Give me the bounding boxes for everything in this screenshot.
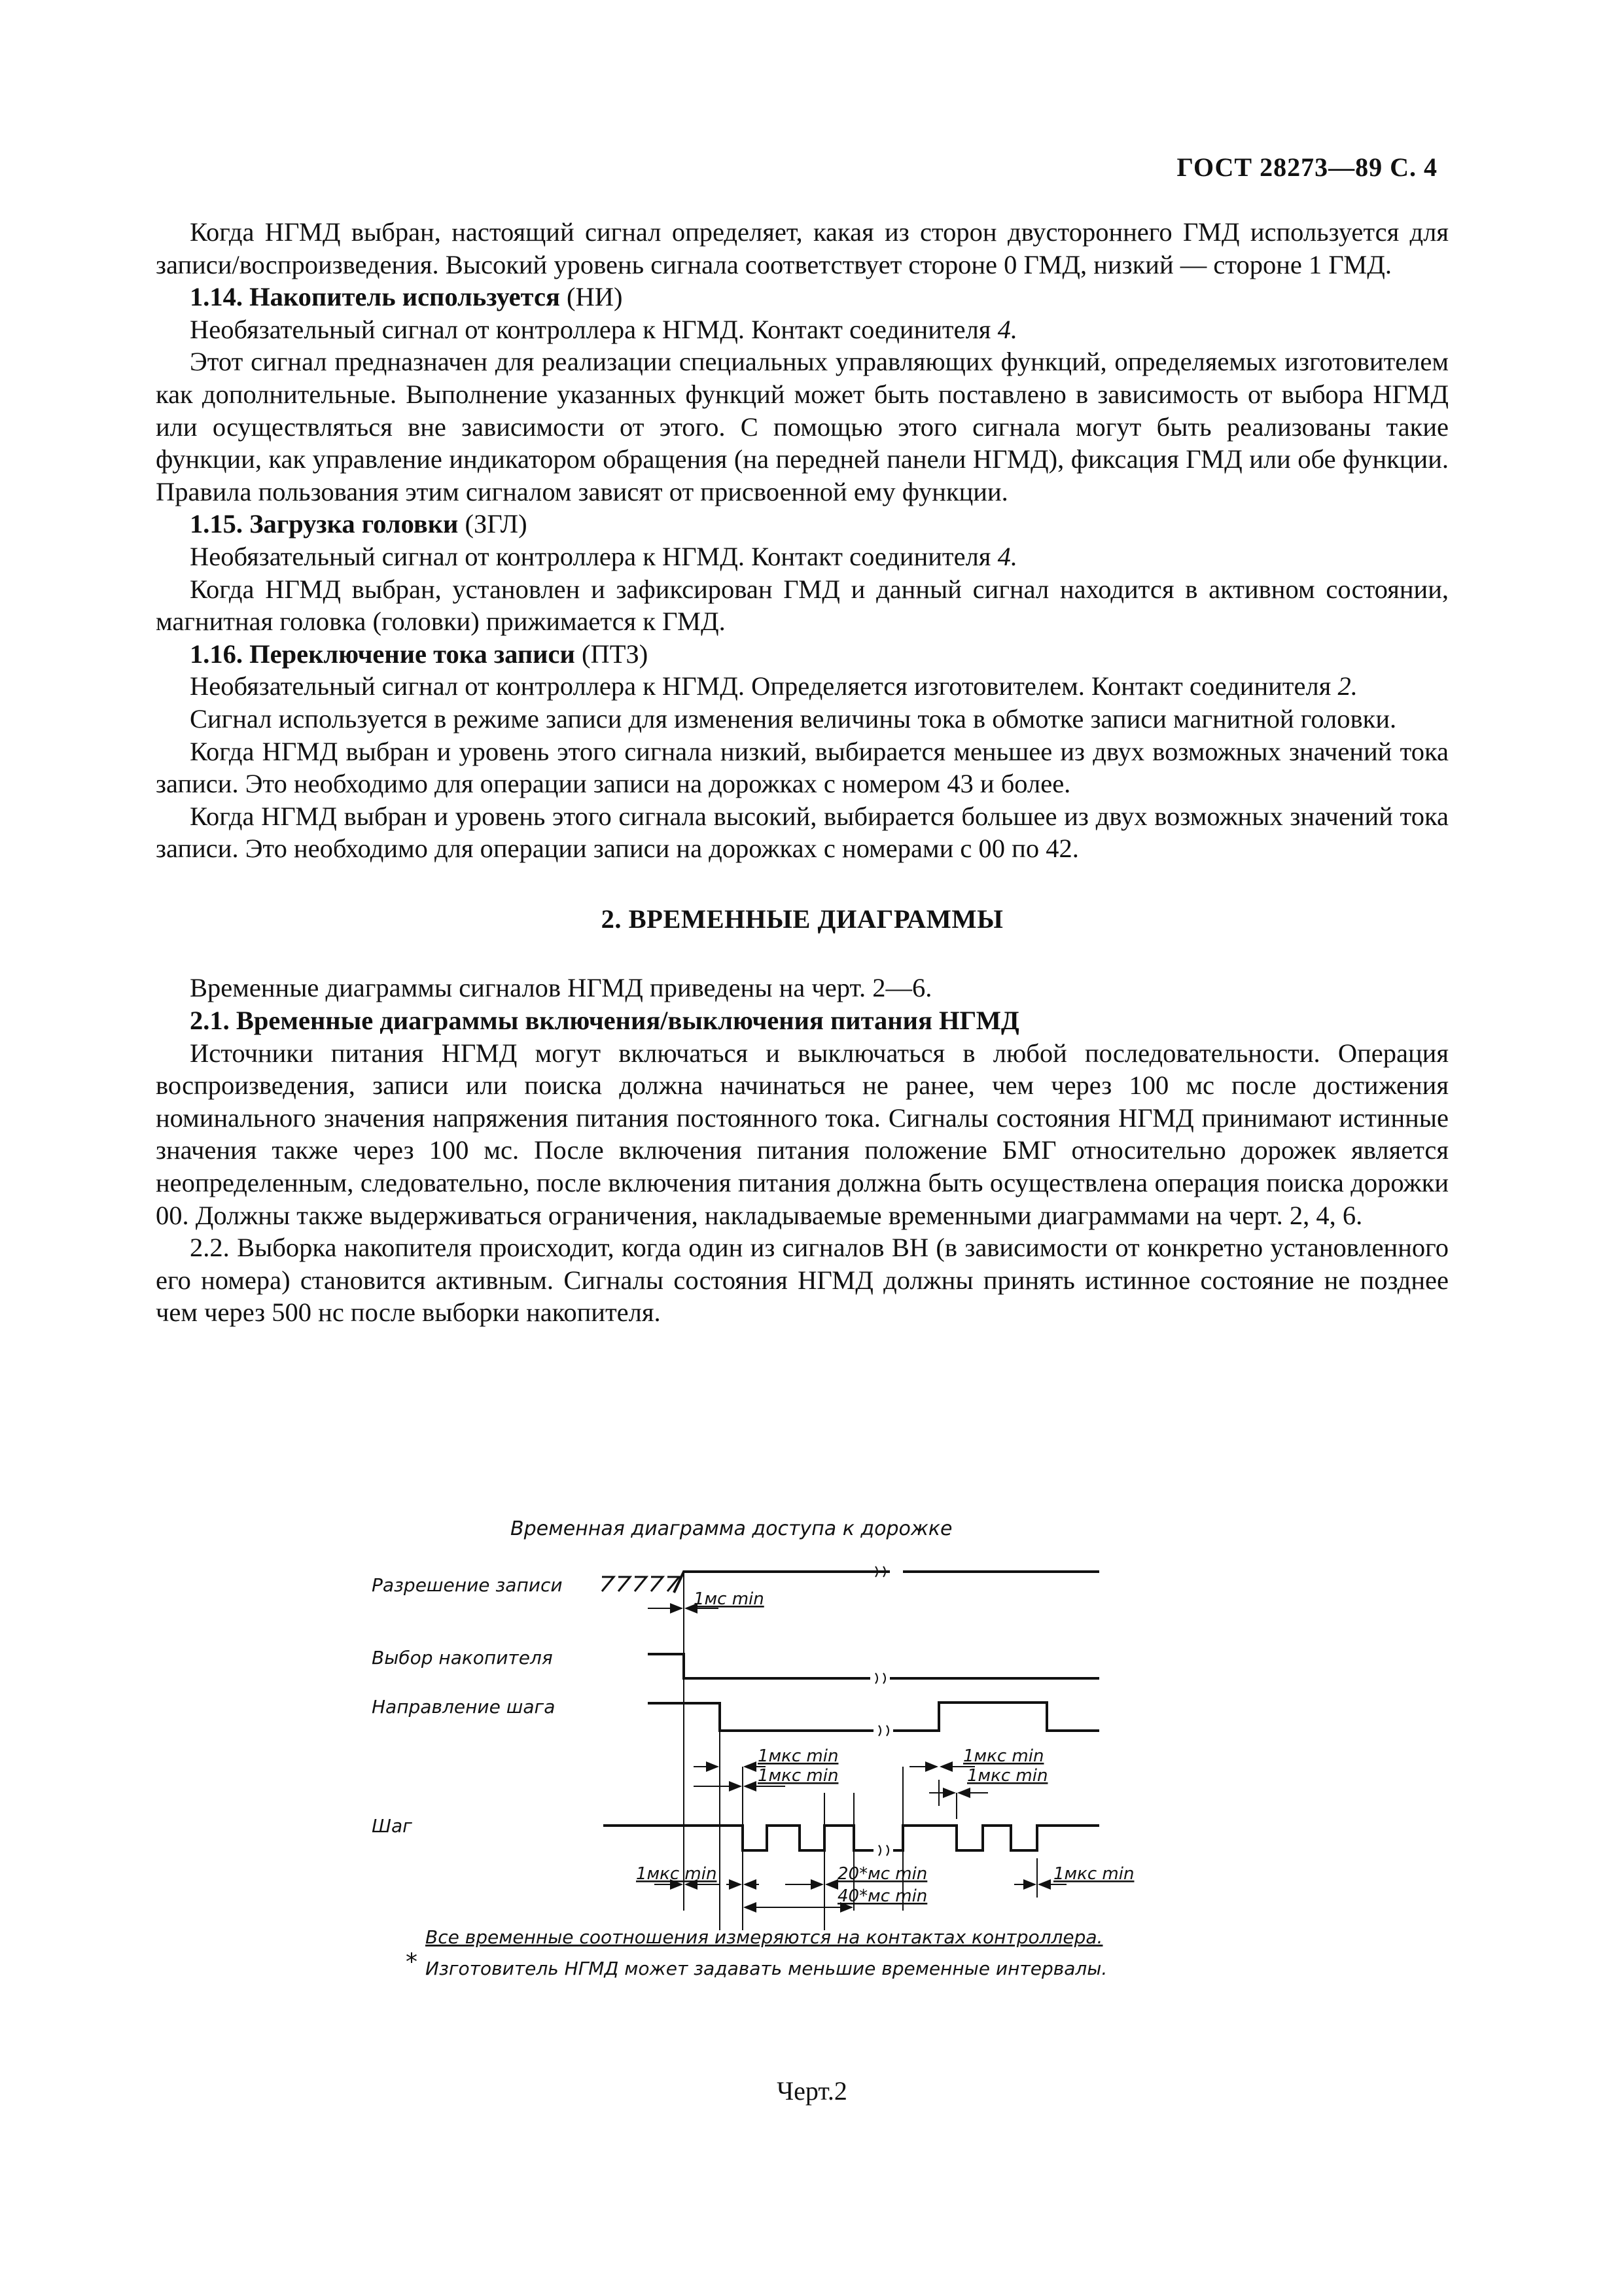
timing-diagram [366,1492,1256,1989]
section-title: 2.1. Временные диаграммы включения/выключения питания НГМД [190,1006,1019,1036]
section-title: Загрузка головки [249,509,459,539]
paragraph-text: Необязательный сигнал от контроллера к НГМД. Контакт соединителя [190,541,991,571]
timing-label: 40*мс min [838,1886,928,1906]
signal-label-drive-select: Выбор накопителя [372,1647,553,1669]
section-number: 1.14. [190,282,243,312]
signal-abbr: (ЗГЛ) [465,509,527,539]
figure-caption: Черт.2 [777,2076,847,2106]
signal-abbr: (НИ) [567,282,623,312]
timing-label: 1мкс min [758,1746,839,1766]
wave-step-direction [648,1703,874,1731]
paragraph: Когда НГМД выбран и уровень этого сигнала высокий, выбирается большее из двух возможных значений тока записи. Это необходимо для операции записи на дорожках с номерами с 00 по 42. [156,801,1449,864]
contact-number: 4. [997,314,1017,344]
diagram-note: Все временные соотношения измеряются на контактах контроллера. [425,1926,1103,1948]
wave-drive-select [648,1654,870,1678]
section-number: 1.15. [190,509,243,539]
timing-label: 1мкс min [1053,1864,1135,1884]
signal-label-step: Шаг [372,1815,412,1837]
paragraph [156,670,1449,703]
paragraph: Временные диаграммы сигналов НГМД приведены на черт. 2—6. [190,973,932,1003]
timing-label-group [636,1589,1134,1906]
hatch-region [602,1577,679,1591]
paragraph [156,540,1449,573]
section-title: Переключение тока записи [249,639,575,669]
diagram-footnote: Изготовитель НГМД может задавать меньшие временные интервалы. [425,1958,1108,1979]
timing-label: 1мкс min [758,1766,839,1786]
page-header: ГОСТ 28273—89 С. 4 [1176,152,1438,182]
body-text [156,216,1449,1329]
signal-waveforms [602,1566,1099,1856]
timing-label: 20*мс min [838,1864,928,1884]
contact-number: 4. [997,541,1017,571]
signal-label-write-enable: Разрешение записи [372,1574,563,1596]
signal-abbr: (ПТЗ) [581,639,648,669]
diagram-title: Временная диаграмма доступа к дорожке [510,1517,953,1540]
paragraph: 2.2. Выборка накопителя происходит, когда один из сигналов ВН (в зависимости от конкретно установленного его номера) становится активным. Сигналы состояния НГМД должны принять истинное состояние не позднее чем через 500 нс после выборки накопителя. [156,1233,1449,1328]
paragraph-text: Необязательный сигнал от контроллера к НГМД. Контакт соединителя [190,314,991,344]
timing-label: 1мс min [694,1589,764,1609]
section-number: 1.16. [190,639,243,669]
contact-number: 2. [1337,671,1358,701]
subsection-heading-1-16 [156,638,1449,671]
paragraph: Когда НГМД выбран, установлен и зафиксирован ГМД и данный сигнал находится в активном состоянии, магнитная головка (головки) прижимается к ГМД. [156,574,1449,637]
signal-label-step-direction: Направление шага [372,1696,556,1718]
paragraph: Этот сигнал предназначен для реализации специальных управляющих функций, определяемых изготовителем как дополнительные. Выполнение указанных функций может быть поставлено в зависимость от выбора НГМД или осуществляться вне зависимости от этого. С помощью этого сигнала могут быть реализованы такие функции, как управление индикатором обращения (на передней панели НГМД), фиксация ГМД или обе функции. Правила пользования этим сигналом зависят от присвоенной ему функции. [156,347,1449,506]
timing-label: 1мкс min [963,1746,1044,1766]
paragraph: Когда НГМД выбран и уровень этого сигнала низкий, выбирается меньшее из двух возможных значений тока записи. Это необходимо для операции записи на дорожках с номером 43 и более. [156,736,1449,799]
footnote-mark: * [406,1949,417,1975]
section-title: Накопитель используется [249,282,560,312]
paragraph: Источники питания НГМД могут включаться и выключаться в любой последовательности. Операция воспроизведения, записи или поиска должна начинаться не ранее, чем через 100 мс после достижения номинального значения напряжения питания постоянного тока. Сигналы состояния НГМД принимают истинные значения также через 100 мс. После включения питания положение БМГ относительно дорожек является неопределенным, следовательно, после включения питания должна быть осуществлена операция поиска дорожки 00. Должны также выдерживаться ограничения, накладываемые временными диаграммами на черт. 2, 4, 6. [156,1038,1449,1230]
paragraph [156,313,1449,346]
wave-step [603,1826,874,1850]
paragraph: Когда НГМД выбран, настоящий сигнал определяет, какая из сторон двустороннего ГМД используется для записи/воспроизведения. Высокий уровень сигнала соответствует стороне 0 ГМД, низкий — стороне 1 ГМД. [156,217,1449,279]
timing-label: 1мкс min [636,1864,717,1884]
section-title-2: 2. ВРЕМЕННЫЕ ДИАГРАММЫ [601,904,1004,934]
timing-label: 1мкс min [967,1766,1048,1786]
paragraph: Сигнал используется в режиме записи для изменения величины тока в обмотке записи магнитной головки. [190,703,1397,733]
subsection-heading-1-14 [156,281,1449,313]
timing-diagram-svg [366,1492,1256,1989]
paragraph-text: Необязательный сигнал от контроллера к НГМД. Определяется изготовителем. Контакт соединителя [190,671,1332,701]
subsection-heading-2-1 [156,1004,1449,1037]
subsection-heading-1-15 [156,508,1449,540]
